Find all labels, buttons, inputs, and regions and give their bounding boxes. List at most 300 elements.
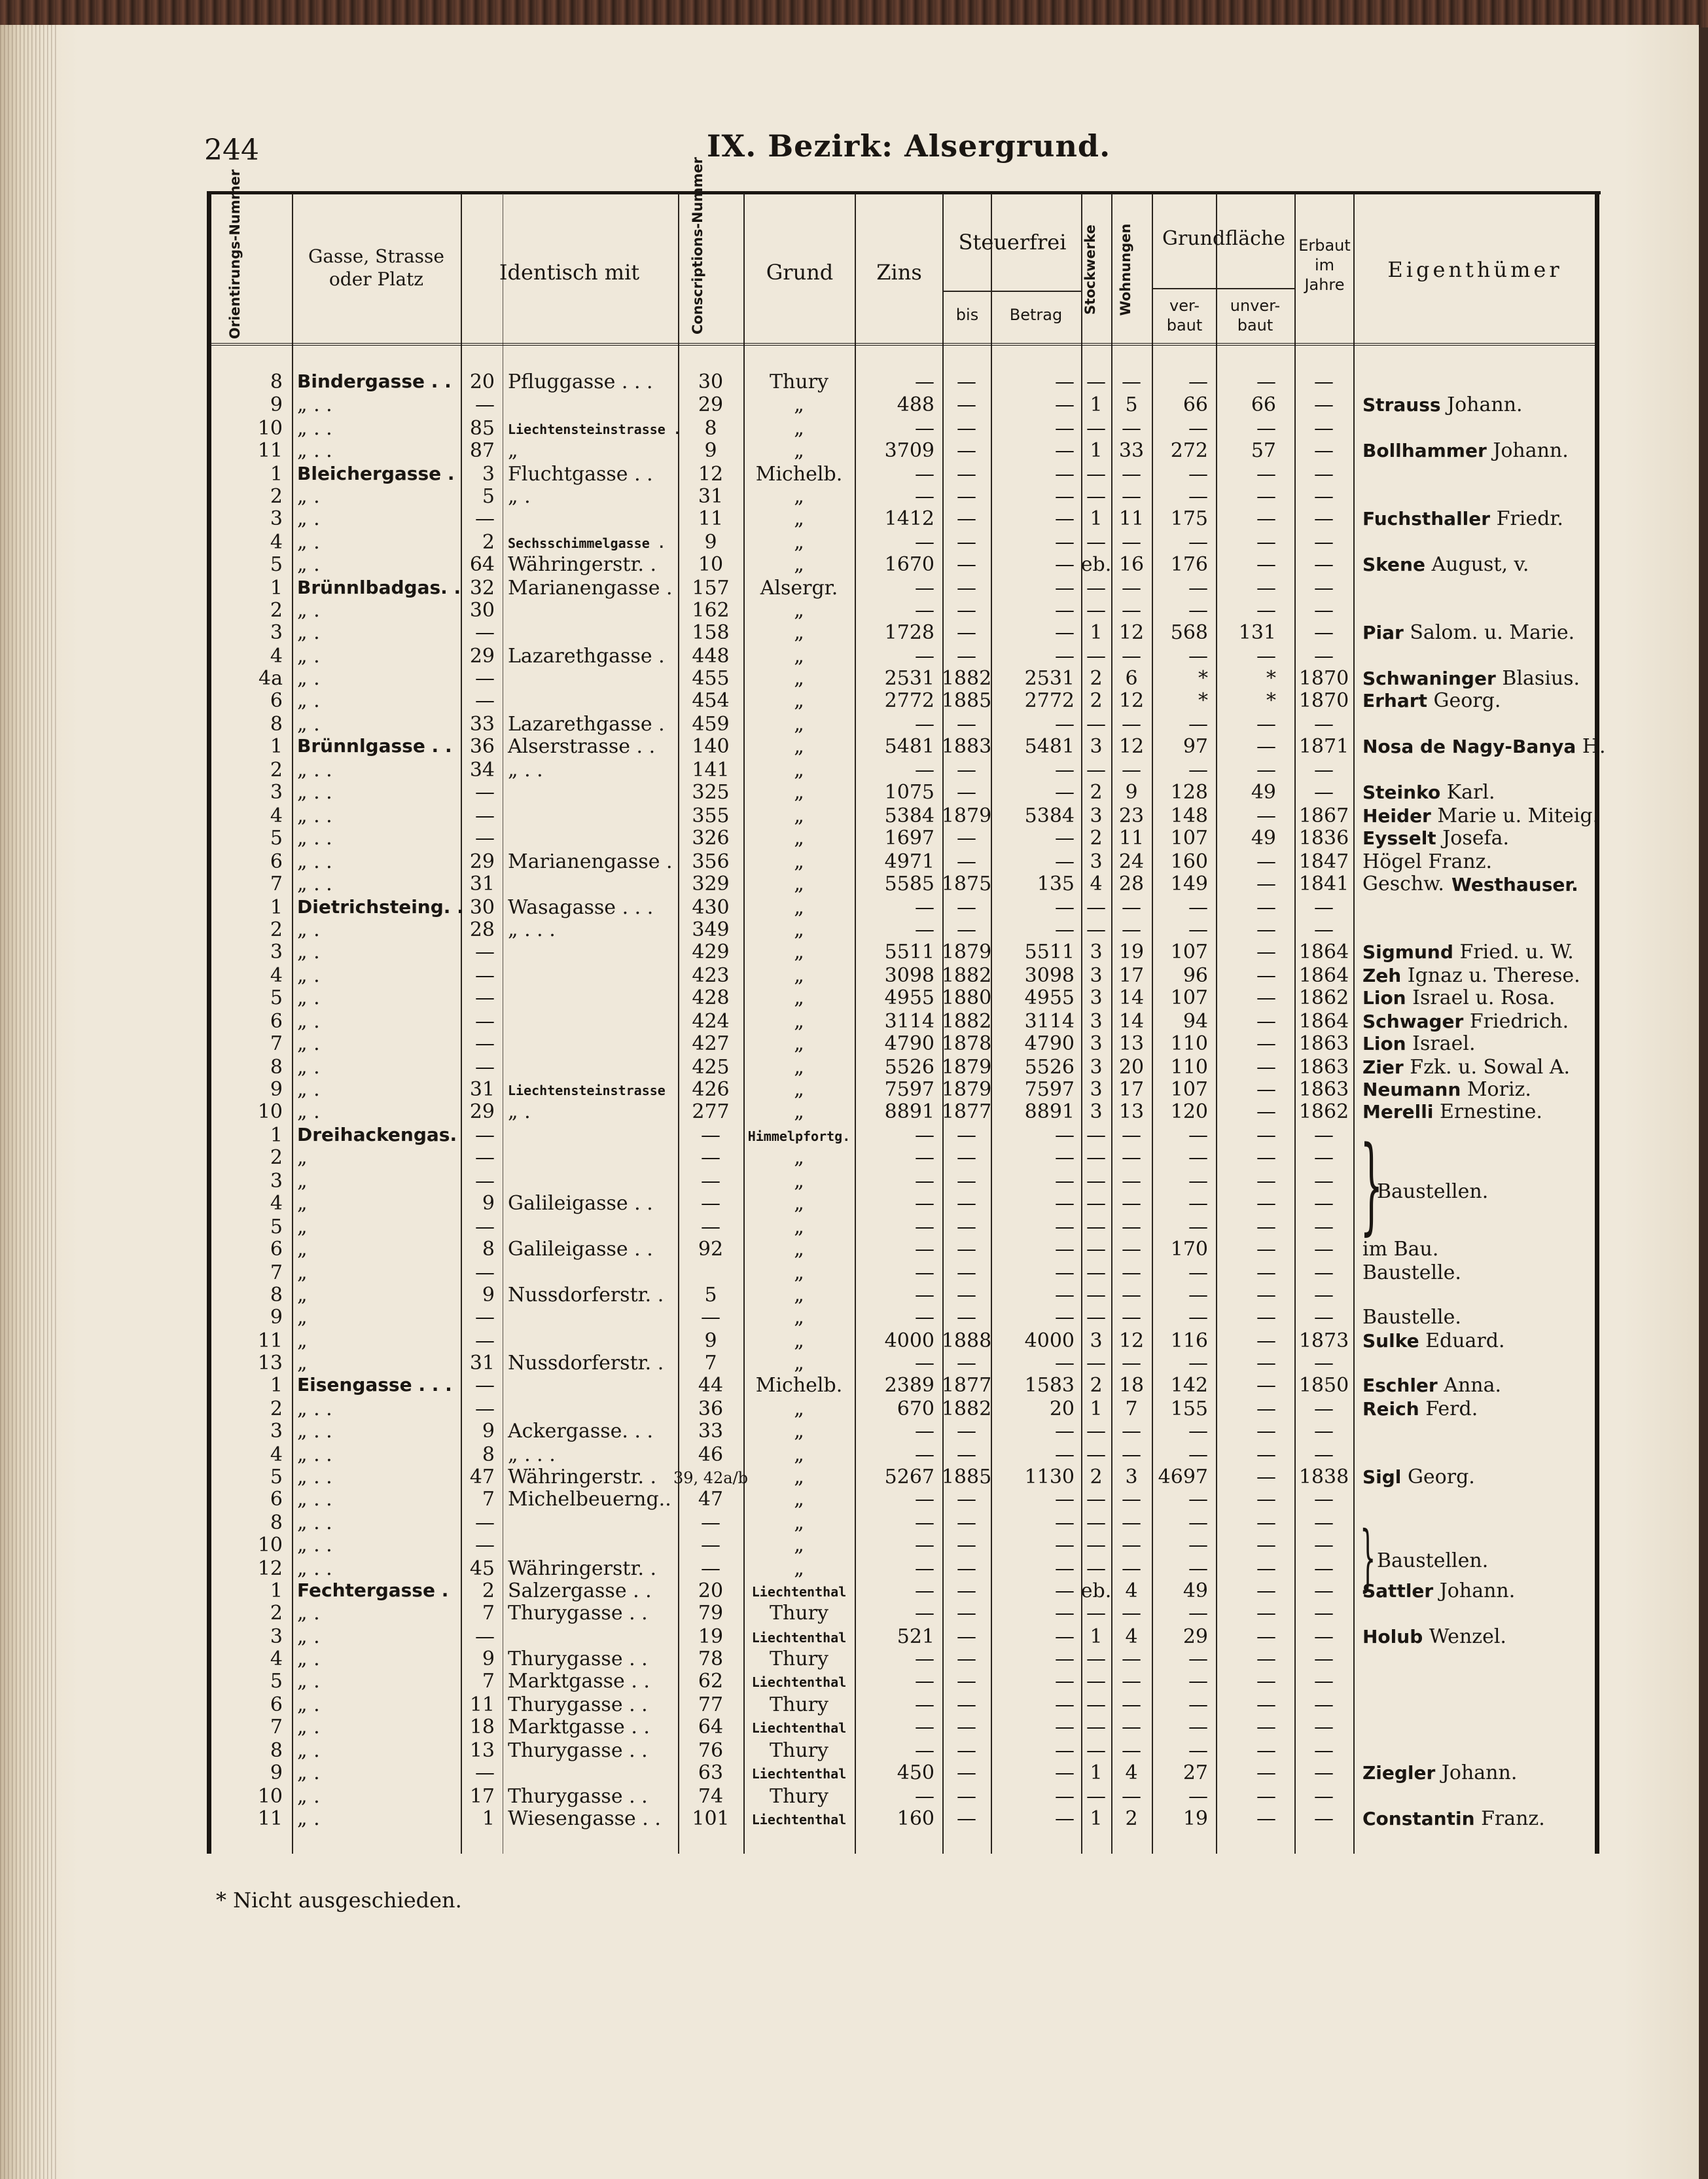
zins: 1728 [884, 621, 934, 644]
owner-surname: Piar [1362, 622, 1404, 643]
wohnungen: — [1122, 370, 1141, 393]
steuerfrei-betrag: — [1055, 1761, 1075, 1784]
owner [1362, 1581, 1515, 1601]
header-bis: bis [955, 306, 979, 324]
street-name: „ . [297, 1056, 320, 1079]
book-cover-edge [0, 0, 1708, 27]
ident-street: Alserstrasse . . [508, 735, 656, 758]
street-name: „ . . [297, 850, 332, 873]
zins: 5585 [884, 873, 934, 895]
unverbaut: — [1256, 1397, 1276, 1420]
steuerfrei-bis: 1885 [941, 1466, 992, 1488]
verbaut: — [1188, 1170, 1208, 1193]
wohnungen: — [1122, 1670, 1141, 1693]
steuerfrei-bis: 1880 [941, 986, 992, 1009]
verbaut: 128 [1170, 781, 1208, 804]
steuerfrei-betrag: — [1055, 1625, 1075, 1648]
street-name: „ . [297, 1648, 320, 1670]
street-name: Brünnlbadgas. . [297, 577, 461, 598]
street-name: „ . [297, 1602, 320, 1625]
ident-street: Thurygasse . . [508, 1602, 648, 1625]
verbaut: — [1188, 1693, 1208, 1716]
conscription-number: 429 [692, 941, 730, 963]
zins: — [915, 713, 934, 736]
erbaut-jahr: — [1314, 645, 1334, 668]
orient-number: 11 [257, 439, 283, 462]
orient-number: 6 [270, 1488, 283, 1511]
street-name: „ [297, 1329, 308, 1352]
wohnungen: 11 [1118, 507, 1145, 530]
steuerfrei-betrag: 4000 [1024, 1329, 1075, 1352]
verbaut: * [1198, 667, 1208, 690]
conscription-number: 455 [692, 667, 730, 690]
grund: „ [794, 918, 804, 941]
zins: — [915, 918, 934, 941]
stockwerke: — [1086, 1511, 1106, 1534]
header-steuerfrei: Steuerfrei [958, 230, 1067, 255]
steuerfrei-betrag: 5511 [1024, 941, 1075, 963]
grund: Alsergr. [760, 577, 838, 600]
stockwerke: 1 [1090, 621, 1103, 644]
street-name: „ . [297, 1785, 320, 1808]
wohnungen: 7 [1125, 1397, 1138, 1420]
ident-number: 20 [469, 370, 495, 393]
owner [1362, 669, 1580, 689]
orient-number: 7 [270, 1261, 283, 1284]
ident-street: Liechtensteinstrasse . [508, 422, 681, 437]
steuerfrei-bis: — [957, 439, 976, 462]
orient-number: 2 [270, 1146, 283, 1169]
grund: „ [794, 964, 804, 987]
owner-given: Wenzel. [1429, 1625, 1506, 1648]
ident-number: 7 [482, 1670, 495, 1693]
unverbaut: — [1256, 1693, 1276, 1716]
unverbaut: — [1256, 804, 1276, 827]
verbaut: 149 [1170, 873, 1208, 895]
street-name: „ [297, 1352, 308, 1375]
steuerfrei-betrag: 3098 [1024, 964, 1075, 987]
unverbaut: 49 [1251, 781, 1276, 804]
conscription-number: 10 [698, 553, 724, 576]
unverbaut: — [1256, 1124, 1276, 1147]
verbaut: 116 [1170, 1329, 1208, 1352]
footnote: * Nicht ausgeschieden. [216, 1888, 462, 1913]
owner [1362, 555, 1529, 575]
ident-number: 36 [469, 735, 495, 758]
verbaut: 27 [1183, 1761, 1208, 1784]
conscription-number: 31 [698, 485, 724, 508]
zins: — [915, 1124, 934, 1147]
steuerfrei-bis: — [957, 1192, 976, 1215]
zins: — [915, 1511, 934, 1534]
unverbaut: * [1266, 689, 1276, 712]
erbaut-jahr: — [1314, 781, 1334, 804]
owner-given: Ferd. [1425, 1397, 1478, 1420]
ident-number: 34 [469, 759, 495, 782]
owner [1362, 509, 1563, 529]
owner-given: Friedr. [1496, 507, 1563, 530]
owner-given: Johann. [1493, 439, 1569, 462]
stockwerke: — [1086, 1306, 1106, 1329]
street-name: „ . [297, 986, 320, 1009]
ident-number: — [475, 1511, 495, 1534]
steuerfrei-bis: — [957, 1670, 976, 1693]
zins: — [915, 1488, 934, 1511]
stockwerke: — [1086, 577, 1106, 600]
verbaut: * [1198, 689, 1208, 712]
zins: 4000 [884, 1329, 934, 1352]
erbaut-jahr: — [1314, 370, 1334, 393]
stockwerke: 3 [1090, 986, 1103, 1009]
steuerfrei-betrag: 5481 [1024, 735, 1075, 758]
ident-number: — [475, 1625, 495, 1648]
stockwerke: 2 [1090, 689, 1103, 712]
stockwerke: 1 [1090, 439, 1103, 462]
owner-surname: Heider [1362, 805, 1431, 827]
wohnungen: 19 [1118, 941, 1145, 963]
owner-surname: Westhauser. [1451, 874, 1578, 895]
stockwerke: — [1086, 531, 1106, 554]
steuerfrei-bis: — [957, 645, 976, 668]
conscription-number: 162 [692, 599, 730, 622]
unverbaut: — [1256, 1648, 1276, 1670]
header-grund: Grund [766, 260, 834, 285]
orient-number: 2 [270, 485, 283, 508]
zins: 7597 [884, 1078, 934, 1101]
ident-number: 30 [469, 599, 495, 622]
steuerfrei-bis: — [957, 1284, 976, 1306]
unverbaut: — [1256, 1192, 1276, 1215]
conscription-number: 430 [692, 896, 730, 919]
steuerfrei-bis: — [957, 1443, 976, 1466]
ident-street: Nussdorferstr. . [508, 1284, 664, 1306]
grund: „ [794, 781, 804, 804]
steuerfrei-bis: — [957, 1579, 976, 1602]
erbaut-jahr: — [1314, 1511, 1334, 1534]
orient-number: 1 [270, 1374, 283, 1397]
erbaut-jahr: 1864 [1298, 941, 1349, 963]
erbaut-jahr: — [1314, 439, 1334, 462]
orient-number: 9 [270, 1078, 283, 1101]
steuerfrei-bis: — [957, 1625, 976, 1648]
orient-number: 4 [270, 1192, 283, 1215]
steuerfrei-betrag: — [1055, 1170, 1075, 1193]
ident-number: 7 [482, 1602, 495, 1625]
grund: Liechtenthal [751, 1584, 847, 1600]
ident-number: 9 [482, 1420, 495, 1443]
ident-street: Lazarethgasse . [508, 645, 665, 668]
unverbaut: — [1256, 1374, 1276, 1397]
stockwerke: eb. [1080, 1579, 1112, 1602]
zins: — [915, 1284, 934, 1306]
stockwerke: — [1086, 1352, 1106, 1375]
ident-number: — [475, 507, 495, 530]
wohnungen: — [1122, 531, 1141, 554]
conscription-number: 101 [692, 1807, 730, 1830]
verbaut: — [1188, 370, 1208, 393]
wohnungen: — [1122, 1648, 1141, 1670]
unverbaut: — [1256, 918, 1276, 941]
conscription-number: 5 [704, 1284, 717, 1306]
wohnungen: — [1122, 1192, 1141, 1215]
stockwerke: 3 [1090, 1056, 1103, 1079]
ident-number: 87 [469, 439, 495, 462]
verbaut: 66 [1183, 393, 1208, 416]
verbaut: — [1188, 1511, 1208, 1534]
orient-number: 12 [257, 1557, 283, 1580]
owner-given: Salom. u. Marie. [1410, 621, 1575, 644]
unverbaut: — [1256, 1534, 1276, 1557]
steuerfrei-bis: — [957, 485, 976, 508]
zins: — [915, 1170, 934, 1193]
street-name: „ . . [297, 804, 332, 827]
ident-number: — [475, 1397, 495, 1420]
wohnungen: — [1122, 1238, 1141, 1261]
owner [1362, 1809, 1545, 1829]
erbaut-jahr: 1870 [1298, 667, 1349, 690]
ident-number: 30 [469, 896, 495, 919]
street-name: „ . . [297, 439, 332, 462]
owner-given: Franz. [1481, 1807, 1545, 1830]
street-name: „ . [297, 599, 320, 622]
erbaut-jahr: 1864 [1298, 1010, 1349, 1033]
steuerfrei-bis: — [957, 1420, 976, 1443]
grund: Michelb. [755, 463, 843, 486]
header-stockwerke: Stockwerke [1082, 225, 1098, 315]
wohnungen: — [1122, 463, 1141, 486]
unverbaut: — [1256, 1078, 1276, 1101]
verbaut: — [1188, 1716, 1208, 1738]
ident-number: — [475, 1124, 495, 1147]
grund: „ [794, 1397, 804, 1420]
owner-prefix: Geschw. [1362, 873, 1444, 895]
erbaut-jahr: — [1314, 1124, 1334, 1147]
grund: „ [794, 1146, 804, 1169]
conscription-number: 44 [698, 1374, 724, 1397]
steuerfrei-bis: — [957, 781, 976, 804]
stockwerke: — [1086, 1146, 1106, 1169]
ident-number: — [475, 621, 495, 644]
erbaut-jahr: — [1314, 1625, 1334, 1648]
brace-label: Baustellen. [1377, 1180, 1489, 1203]
grund: „ [794, 986, 804, 1009]
conscription-number: 454 [692, 689, 730, 712]
verbaut: — [1188, 896, 1208, 919]
stockwerke: 2 [1090, 781, 1103, 804]
orient-number: 2 [270, 918, 283, 941]
stockwerke: 3 [1090, 1078, 1103, 1101]
street-name: Dreihackengas. [297, 1124, 457, 1145]
orient-number: 5 [270, 986, 283, 1009]
stockwerke: — [1086, 1238, 1106, 1261]
verbaut: — [1188, 1420, 1208, 1443]
stockwerke: 3 [1090, 1100, 1103, 1123]
owner [1362, 1468, 1475, 1487]
zins: 521 [897, 1625, 934, 1648]
verbaut: 110 [1170, 1056, 1208, 1079]
street-name: „ [297, 1192, 308, 1215]
erbaut-jahr: — [1314, 918, 1334, 941]
owner-surname: Erhart [1362, 690, 1427, 711]
steuerfrei-betrag: — [1055, 1693, 1075, 1716]
steuerfrei-bis: 1885 [941, 689, 992, 712]
grund: Liechtenthal [751, 1674, 847, 1690]
steuerfrei-betrag: 2531 [1024, 667, 1075, 690]
orient-number: 8 [270, 1284, 283, 1306]
grund: „ [794, 507, 804, 530]
street-name: Eisengasse . . . [297, 1374, 452, 1396]
street-name: „ . [297, 1625, 320, 1648]
zins: 670 [897, 1397, 934, 1420]
verbaut: 176 [1170, 553, 1208, 576]
ident-number: 17 [469, 1785, 495, 1808]
orient-number: 8 [270, 713, 283, 736]
erbaut-jahr: 1871 [1298, 735, 1349, 758]
erbaut-jahr: — [1314, 1284, 1334, 1306]
street-name: „ . [297, 553, 320, 576]
zins: 5384 [884, 804, 934, 827]
stockwerke: 2 [1090, 827, 1103, 850]
erbaut-jahr: 1867 [1298, 804, 1349, 827]
owner-surname: Neumann [1362, 1079, 1461, 1100]
street-name: „ . [297, 918, 320, 941]
header-bottom-rule [209, 343, 1595, 346]
steuerfrei-betrag: — [1055, 1579, 1075, 1602]
steuerfrei-betrag: — [1055, 553, 1075, 576]
ident-number: 28 [469, 918, 495, 941]
steuerfrei-betrag: 2772 [1024, 689, 1075, 712]
zins: — [915, 1716, 934, 1738]
grund: Thury [770, 1602, 828, 1625]
orient-number: 8 [270, 1056, 283, 1079]
unverbaut: — [1256, 417, 1276, 440]
unverbaut: — [1256, 1807, 1276, 1830]
zins: — [915, 1146, 934, 1169]
zins: — [915, 1648, 934, 1670]
erbaut-jahr: — [1314, 417, 1334, 440]
street-name: Bindergasse . . [297, 370, 452, 392]
unverbaut: — [1256, 531, 1276, 554]
ident-street: Fluchtgasse . . [508, 463, 653, 486]
steuerfrei-betrag: — [1055, 463, 1075, 486]
orient-number: 4a [258, 667, 283, 690]
steuerfrei-betrag: — [1055, 1602, 1075, 1625]
conscription-number: 325 [692, 781, 730, 804]
wohnungen: — [1122, 1511, 1141, 1534]
ident-number: 8 [482, 1443, 495, 1466]
owner-given: Högel Franz. [1362, 850, 1493, 873]
grund: Liechtenthal [751, 1766, 847, 1782]
grund: „ [794, 621, 804, 644]
zins: 5511 [884, 941, 934, 963]
conscription-number: 157 [692, 577, 730, 600]
ident-number: 33 [469, 713, 495, 736]
stockwerke: 3 [1090, 941, 1103, 963]
unverbaut: — [1256, 645, 1276, 668]
erbaut-jahr: — [1314, 1716, 1334, 1738]
unverbaut: 131 [1238, 621, 1276, 644]
ident-street: Thurygasse . . [508, 1648, 648, 1670]
header-gasse: Gasse, Strasse oder Platz [308, 245, 444, 290]
header-orient: Orientirungs-Nummer [227, 169, 243, 339]
stockwerke: 2 [1090, 1466, 1103, 1488]
unverbaut: — [1256, 553, 1276, 576]
ident-street: Pfluggasse . . . [508, 370, 653, 393]
street-name: Fechtergasse . [297, 1579, 449, 1601]
grund: „ [794, 873, 804, 895]
stockwerke: — [1086, 1693, 1106, 1716]
verbaut: — [1188, 1443, 1208, 1466]
owner-surname: Lion [1362, 987, 1406, 1009]
steuerfrei-bis: — [957, 577, 976, 600]
owner-given: Johann. [1441, 1761, 1518, 1784]
ident-number: — [475, 986, 495, 1009]
orient-number: 2 [270, 1397, 283, 1420]
orient-number: 1 [270, 1124, 283, 1147]
erbaut-jahr: 1862 [1298, 1100, 1349, 1123]
conscription-number: 12 [698, 463, 724, 486]
conscription-number: 349 [692, 918, 730, 941]
page-number: 244 [204, 134, 259, 167]
conscription-number: 62 [698, 1670, 724, 1693]
conscription-number: 33 [698, 1420, 724, 1443]
steuerfrei-bis: — [957, 1146, 976, 1169]
wohnungen: — [1122, 1557, 1141, 1580]
header-identisch: Identisch mit [499, 260, 640, 285]
header-zins: Zins [876, 260, 922, 285]
verbaut: — [1188, 713, 1208, 736]
unverbaut: — [1256, 463, 1276, 486]
steuerfrei-betrag: — [1055, 1146, 1075, 1169]
owner [1362, 1263, 1461, 1283]
verbaut: 142 [1170, 1374, 1208, 1397]
ident-street: Lazarethgasse . [508, 713, 665, 736]
orient-number: 3 [270, 621, 283, 644]
verbaut: — [1188, 918, 1208, 941]
unverbaut: — [1256, 964, 1276, 987]
wohnungen: — [1122, 1488, 1141, 1511]
conscription-number: 355 [692, 804, 730, 827]
erbaut-jahr: — [1314, 1146, 1334, 1169]
ident-number: — [475, 393, 495, 416]
conscription-number: — [701, 1557, 721, 1580]
conscription-number: 92 [698, 1238, 724, 1261]
zins: — [915, 463, 934, 486]
street-name: „ . . [297, 1397, 332, 1420]
steuerfrei-bis: — [957, 1511, 976, 1534]
ident-street: Nussdorferstr. . [508, 1352, 664, 1375]
owner [1362, 737, 1606, 757]
ident-street: Thurygasse . . [508, 1693, 648, 1716]
erbaut-jahr: — [1314, 577, 1334, 600]
stockwerke: 3 [1090, 735, 1103, 758]
verbaut: 4697 [1158, 1466, 1208, 1488]
wohnungen: — [1122, 896, 1141, 919]
owner [1362, 988, 1555, 1008]
orient-number: 6 [270, 850, 283, 873]
orient-number: 10 [257, 417, 283, 440]
steuerfrei-bis: — [957, 417, 976, 440]
erbaut-jahr: 1841 [1298, 873, 1349, 895]
unverbaut: — [1256, 1420, 1276, 1443]
ident-street: „ . . [508, 759, 543, 782]
ident-street: Währingerstr. . [508, 1557, 657, 1580]
orient-number: 6 [270, 689, 283, 712]
grund: „ [794, 804, 804, 827]
conscription-number: 46 [698, 1443, 724, 1466]
grund: „ [794, 759, 804, 782]
conscription-number: — [701, 1170, 721, 1193]
